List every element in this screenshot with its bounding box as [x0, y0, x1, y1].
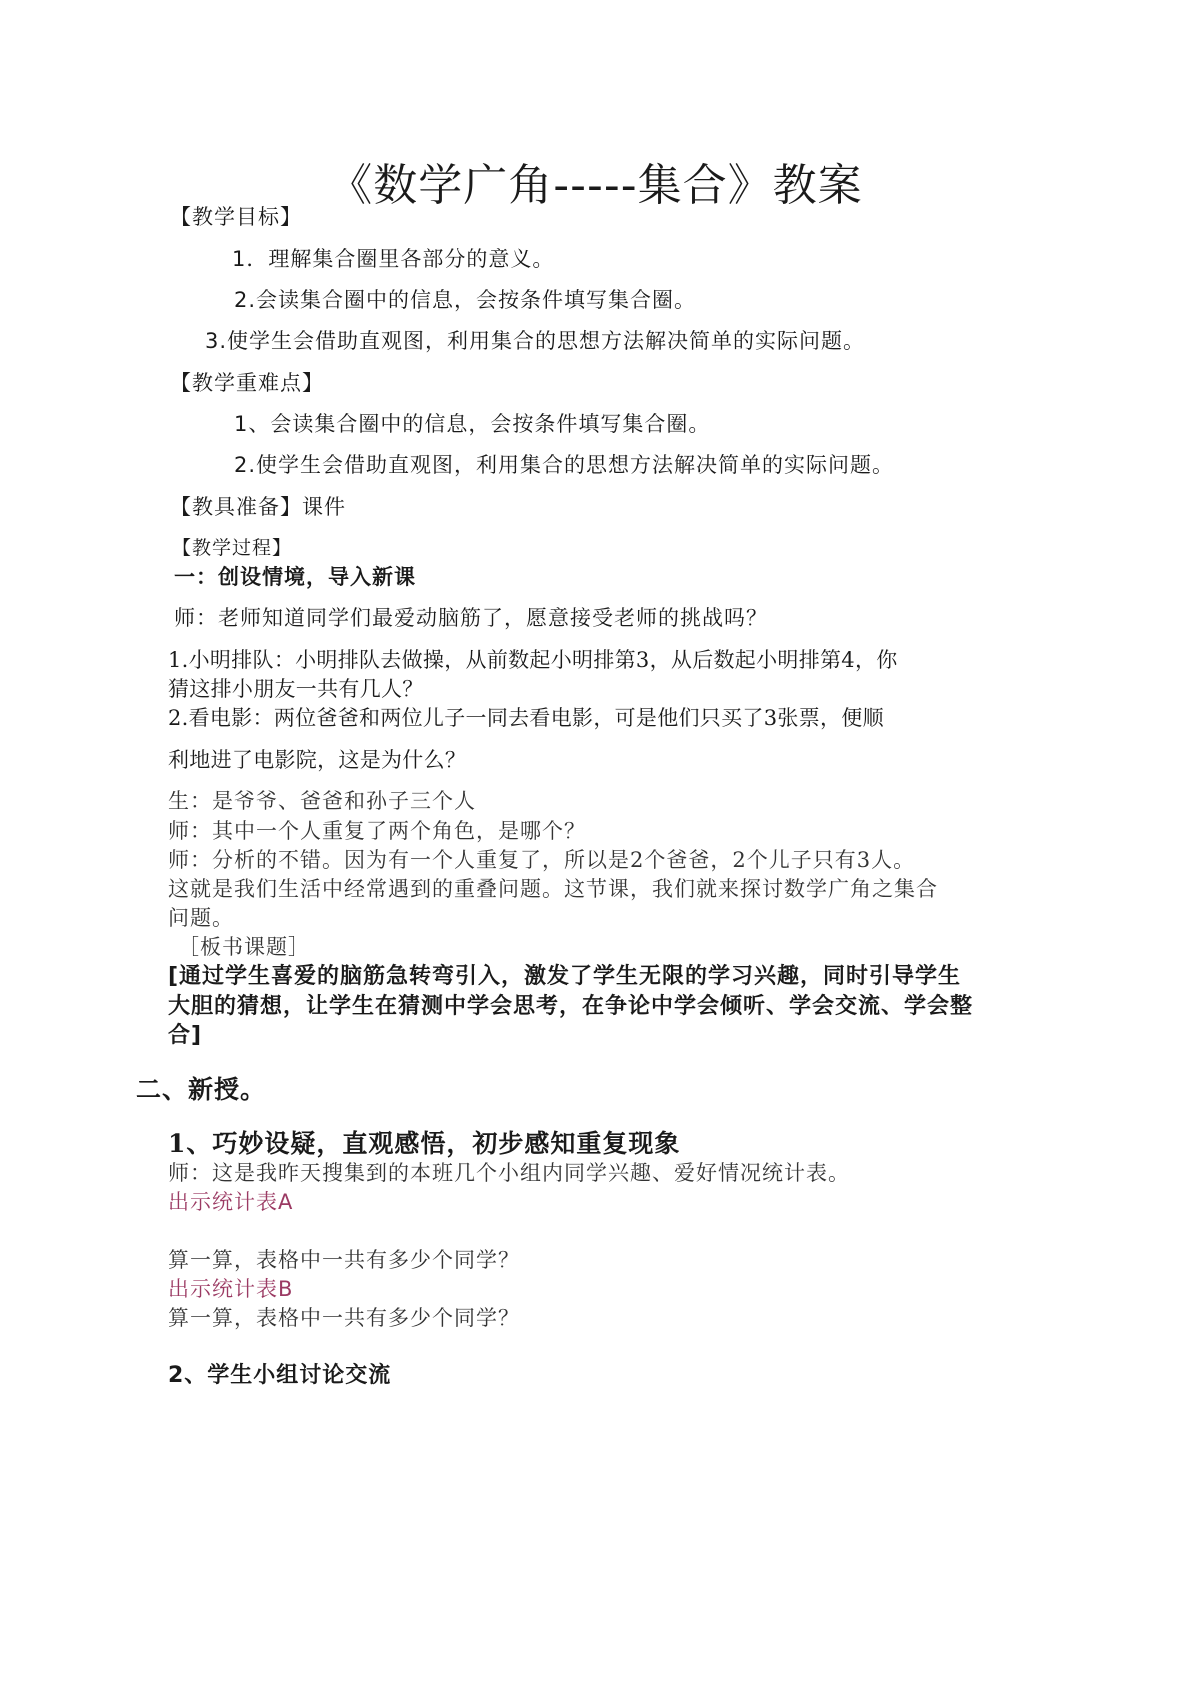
- count-question: 算一算，表格中一共有多少个同学？: [168, 1306, 520, 1330]
- key-points-heading: 【教学重难点】: [170, 371, 324, 395]
- materials-line: 【教具准备】课件: [170, 495, 346, 519]
- subsection1-heading: 1、巧妙设疑，直观感悟，初步感知重复现象: [168, 1129, 681, 1158]
- teacher-question: 师：其中一个人重复了两个角色，是哪个？: [168, 819, 586, 843]
- teacher-analysis-line: 问题。: [168, 906, 234, 930]
- page-title: 《数学广角-----集合》教案: [328, 160, 863, 211]
- section2-heading: 二、新授。: [136, 1075, 267, 1104]
- key-point-item: 2.使学生会借助直观图，利用集合的思想方法解决简单的实际问题。: [234, 453, 895, 477]
- count-question: 算一算，表格中一共有多少个同学？: [168, 1248, 520, 1272]
- subsection1-teacher-line: 师：这是我昨天搜集到的本班几个小组内同学兴趣、爱好情况统计表。: [168, 1161, 850, 1185]
- teaching-note-line: 大胆的猜想，让学生在猜测中学会思考，在争论中学会倾听、学会交流、学会整: [168, 994, 974, 1019]
- teacher-intro: 师：老师知道同学们最爱动脑筋了，愿意接受老师的挑战吗？: [174, 606, 768, 630]
- subsection2-heading: 2、学生小组讨论交流: [168, 1363, 392, 1388]
- process-heading: 【教学过程】: [172, 537, 293, 559]
- show-table-a: 出示统计表A: [168, 1190, 294, 1214]
- objectives-heading: 【教学目标】: [170, 205, 302, 229]
- student-answer: 生：是爷爷、爸爸和孙子三个人: [168, 789, 476, 813]
- question-1-line: 猜这排小朋友一共有几人？: [168, 677, 424, 701]
- teaching-note-line: 合]: [168, 1023, 203, 1048]
- objective-item: 1．理解集合圈里各部分的意义。: [232, 247, 555, 271]
- show-table-b: 出示统计表B: [168, 1277, 294, 1301]
- teaching-note-line: [通过学生喜爱的脑筋急转弯引入，激发了学生无限的学习兴趣，同时引导学生: [168, 964, 962, 989]
- question-2-line: 2.看电影：两位爸爸和两位儿子一同去看电影，可是他们只买了3张票，便顺: [168, 706, 884, 730]
- section1-heading: 一：创设情境，导入新课: [174, 565, 416, 589]
- teacher-analysis-line: 这就是我们生活中经常遇到的重叠问题。这节课，我们就来探讨数学广角之集合: [168, 877, 938, 901]
- objective-item: 3.使学生会借助直观图，利用集合的思想方法解决简单的实际问题。: [205, 329, 866, 353]
- board-title: ［板书课题］: [178, 935, 310, 959]
- key-point-item: 1、会读集合圈中的信息，会按条件填写集合圈。: [234, 412, 711, 436]
- question-2-line: 利地进了电影院，这是为什么？: [168, 748, 467, 772]
- teacher-analysis-line: 师：分析的不错。因为有一个人重复了，所以是2个爸爸，2个儿子只有3人。: [168, 848, 916, 872]
- objective-item: 2.会读集合圈中的信息，会按条件填写集合圈。: [234, 288, 697, 312]
- question-1-line: 1.小明排队：小明排队去做操，从前数起小明排第3，从后数起小明排第4，你: [168, 648, 898, 672]
